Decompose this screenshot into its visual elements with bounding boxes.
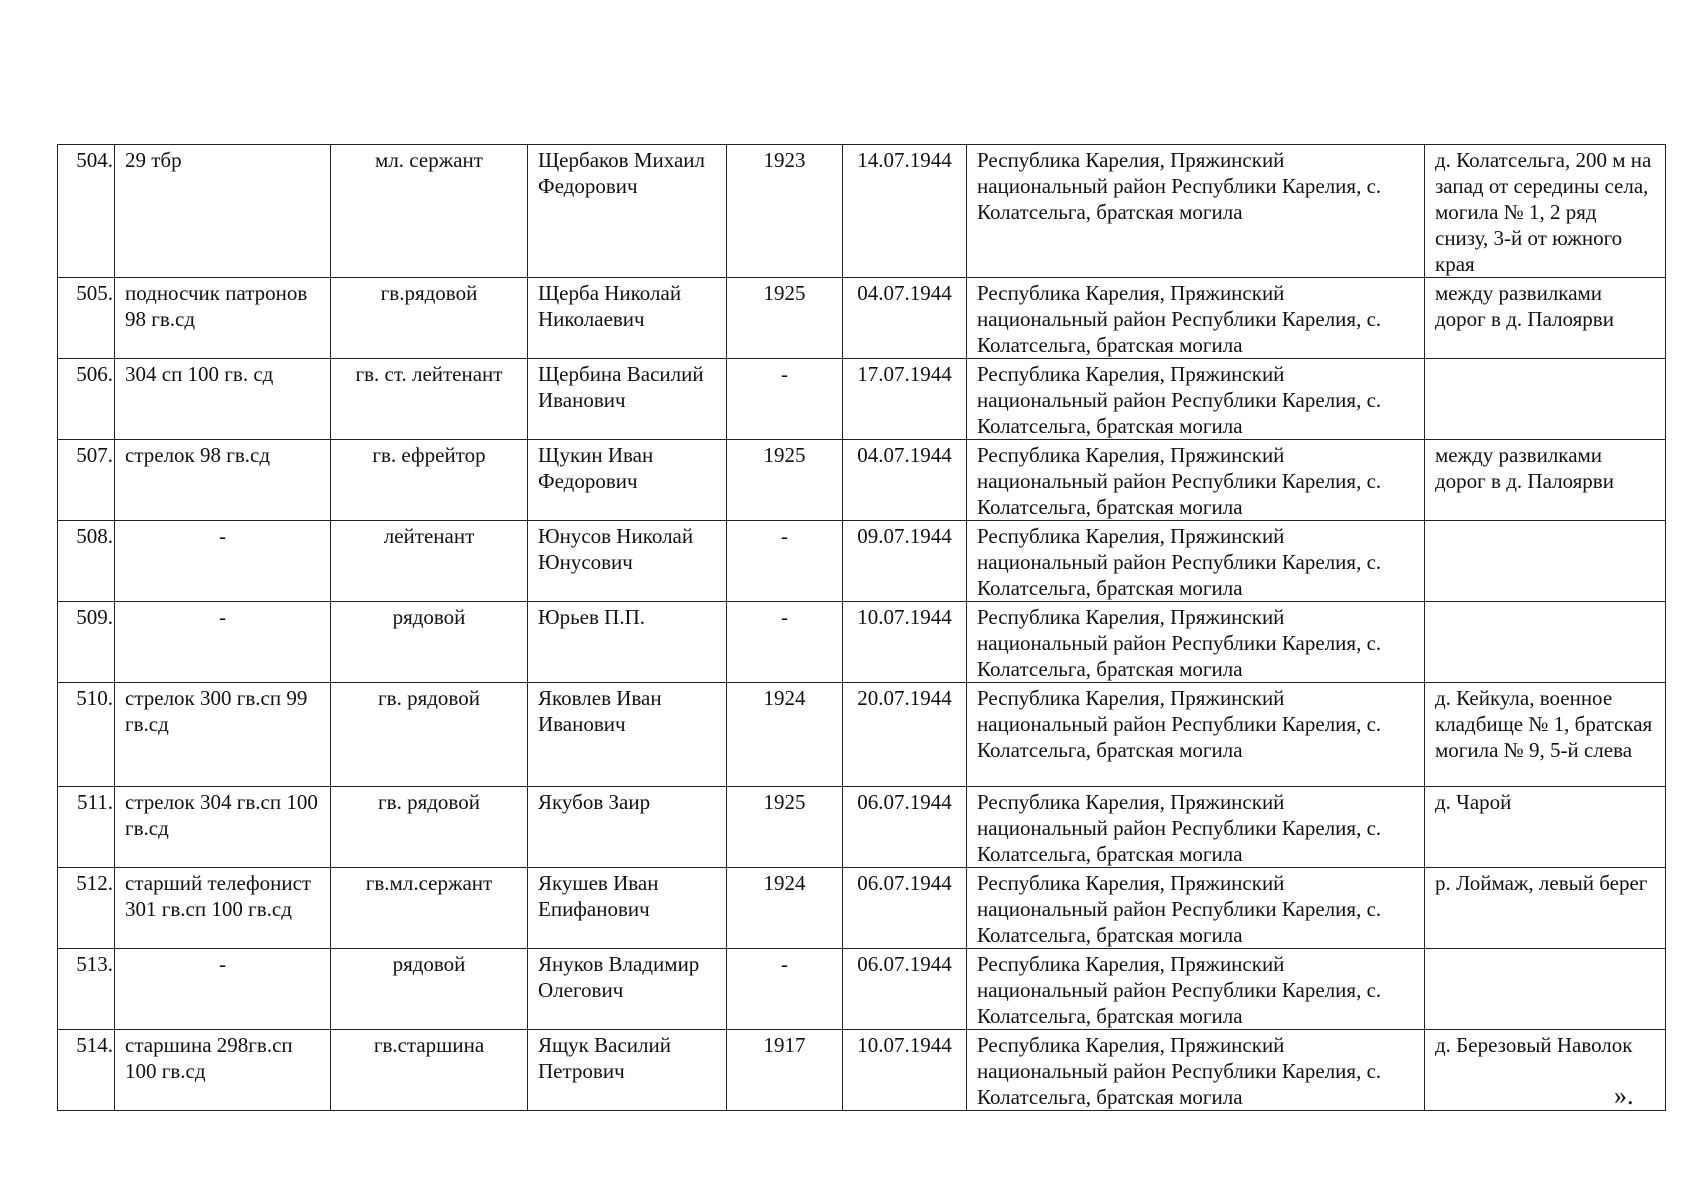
cell-name: Щербина Василий Иванович xyxy=(528,359,727,440)
cell-original-burial: д. Колатсельга, 200 м на запад от середины села, могила № 1, 2 ряд снизу, 3-й от южного края xyxy=(1425,145,1666,278)
cell-number: 514. xyxy=(58,1030,115,1111)
cell-name: Януков Владимир Олегович xyxy=(528,949,727,1030)
cell-death-date: 10.07.1944 xyxy=(843,602,967,683)
cell-number: 506. xyxy=(58,359,115,440)
table-row xyxy=(58,868,1666,949)
cell-original-burial xyxy=(1425,521,1666,602)
cell-original-burial: д. Кейкула, военное кладбище № 1, братская могила № 9, 5-й слева xyxy=(1425,683,1666,787)
cell-burial-place: Республика Карелия, Пряжинский национальный район Республики Карелия, с. Колатсельга, братская могила xyxy=(967,440,1425,521)
cell-death-date: 04.07.1944 xyxy=(843,278,967,359)
cell-birth-year: - xyxy=(727,949,843,1030)
cell-unit: стрелок 304 гв.сп 100 гв.сд xyxy=(115,787,331,868)
cell-unit: 304 сп 100 гв. сд xyxy=(115,359,331,440)
cell-name: Ящук Василий Петрович xyxy=(528,1030,727,1111)
cell-birth-year: 1925 xyxy=(727,787,843,868)
cell-death-date: 06.07.1944 xyxy=(843,787,967,868)
cell-unit: старшина 298гв.сп 100 гв.сд xyxy=(115,1030,331,1111)
cell-birth-year: 1924 xyxy=(727,683,843,787)
cell-rank: рядовой xyxy=(331,602,528,683)
cell-birth-year: - xyxy=(727,359,843,440)
cell-name: Якубов Заир xyxy=(528,787,727,868)
burial-registry-table xyxy=(57,144,1666,1111)
cell-original-burial: между развилками дорог в д. Палоярви xyxy=(1425,278,1666,359)
cell-unit: стрелок 300 гв.сп 99 гв.сд xyxy=(115,683,331,787)
cell-burial-place: Республика Карелия, Пряжинский национальный район Республики Карелия, с. Колатсельга, братская могила xyxy=(967,1030,1425,1111)
cell-number: 508. xyxy=(58,521,115,602)
table-row xyxy=(58,145,1666,278)
table-row xyxy=(58,440,1666,521)
cell-birth-year: 1924 xyxy=(727,868,843,949)
cell-rank: гв.мл.сержант xyxy=(331,868,528,949)
cell-rank: гв.старшина xyxy=(331,1030,528,1111)
table-row xyxy=(58,521,1666,602)
cell-original-burial: между развилками дорог в д. Палоярви xyxy=(1425,440,1666,521)
cell-birth-year: - xyxy=(727,602,843,683)
cell-rank: рядовой xyxy=(331,949,528,1030)
cell-burial-place: Республика Карелия, Пряжинский национальный район Республики Карелия, с. Колатсельга, братская могила xyxy=(967,359,1425,440)
cell-original-burial: д. Чарой xyxy=(1425,787,1666,868)
cell-original-burial: р. Лоймаж, левый берег xyxy=(1425,868,1666,949)
cell-rank: гв. рядовой xyxy=(331,787,528,868)
cell-rank: мл. сержант xyxy=(331,145,528,278)
cell-original-burial xyxy=(1425,949,1666,1030)
cell-death-date: 06.07.1944 xyxy=(843,949,967,1030)
cell-unit: стрелок 98 гв.сд xyxy=(115,440,331,521)
cell-unit: 29 тбр xyxy=(115,145,331,278)
cell-burial-place: Республика Карелия, Пряжинский национальный район Республики Карелия, с. Колатсельга, братская могила xyxy=(967,602,1425,683)
cell-number: 512. xyxy=(58,868,115,949)
cell-name: Щукин Иван Федорович xyxy=(528,440,727,521)
cell-rank: гв. рядовой xyxy=(331,683,528,787)
cell-rank: лейтенант xyxy=(331,521,528,602)
cell-unit: - xyxy=(115,602,331,683)
cell-death-date: 17.07.1944 xyxy=(843,359,967,440)
cell-burial-place: Республика Карелия, Пряжинский национальный район Республики Карелия, с. Колатсельга, братская могила xyxy=(967,683,1425,787)
cell-name: Якушев Иван Епифанович xyxy=(528,868,727,949)
cell-rank: гв.рядовой xyxy=(331,278,528,359)
cell-name: Юнусов Николай Юнусович xyxy=(528,521,727,602)
cell-birth-year: - xyxy=(727,521,843,602)
cell-death-date: 20.07.1944 xyxy=(843,683,967,787)
cell-death-date: 04.07.1944 xyxy=(843,440,967,521)
cell-unit: - xyxy=(115,949,331,1030)
cell-death-date: 09.07.1944 xyxy=(843,521,967,602)
closing-quote-mark: ». xyxy=(1614,1081,1634,1110)
table-row xyxy=(58,683,1666,787)
cell-name: Яковлев Иван Иванович xyxy=(528,683,727,787)
cell-death-date: 06.07.1944 xyxy=(843,868,967,949)
cell-burial-place: Республика Карелия, Пряжинский национальный район Республики Карелия, с. Колатсельга, братская могила xyxy=(967,278,1425,359)
cell-unit: подносчик патронов 98 гв.сд xyxy=(115,278,331,359)
table-row xyxy=(58,602,1666,683)
registry-body xyxy=(58,145,1666,1111)
cell-burial-place: Республика Карелия, Пряжинский национальный район Республики Карелия, с. Колатсельга, братская могила xyxy=(967,868,1425,949)
cell-birth-year: 1925 xyxy=(727,440,843,521)
cell-birth-year: 1917 xyxy=(727,1030,843,1111)
cell-death-date: 14.07.1944 xyxy=(843,145,967,278)
cell-birth-year: 1925 xyxy=(727,278,843,359)
cell-unit: старший телефонист 301 гв.сп 100 гв.сд xyxy=(115,868,331,949)
cell-name: Юрьев П.П. xyxy=(528,602,727,683)
table-row xyxy=(58,359,1666,440)
cell-death-date: 10.07.1944 xyxy=(843,1030,967,1111)
cell-number: 507. xyxy=(58,440,115,521)
cell-rank: гв. ефрейтор xyxy=(331,440,528,521)
table-row xyxy=(58,949,1666,1030)
cell-burial-place: Республика Карелия, Пряжинский национальный район Республики Карелия, с. Колатсельга, братская могила xyxy=(967,949,1425,1030)
cell-original-burial: д. Березовый Наволок xyxy=(1425,1030,1666,1111)
cell-original-burial xyxy=(1425,602,1666,683)
cell-number: 509. xyxy=(58,602,115,683)
cell-rank: гв. ст. лейтенант xyxy=(331,359,528,440)
table-row xyxy=(58,278,1666,359)
cell-number: 510. xyxy=(58,683,115,787)
cell-number: 504. xyxy=(58,145,115,278)
cell-birth-year: 1923 xyxy=(727,145,843,278)
table-row xyxy=(58,1030,1666,1111)
cell-burial-place: Республика Карелия, Пряжинский национальный район Республики Карелия, с. Колатсельга, братская могила xyxy=(967,787,1425,868)
cell-name: Щербаков Михаил Федорович xyxy=(528,145,727,278)
cell-original-burial xyxy=(1425,359,1666,440)
cell-number: 511. xyxy=(58,787,115,868)
cell-name: Щерба Николай Николаевич xyxy=(528,278,727,359)
cell-unit: - xyxy=(115,521,331,602)
cell-number: 505. xyxy=(58,278,115,359)
cell-burial-place: Республика Карелия, Пряжинский национальный район Республики Карелия, с. Колатсельга, братская могила xyxy=(967,145,1425,278)
cell-burial-place: Республика Карелия, Пряжинский национальный район Республики Карелия, с. Колатсельга, братская могила xyxy=(967,521,1425,602)
cell-number: 513. xyxy=(58,949,115,1030)
table-row xyxy=(58,787,1666,868)
